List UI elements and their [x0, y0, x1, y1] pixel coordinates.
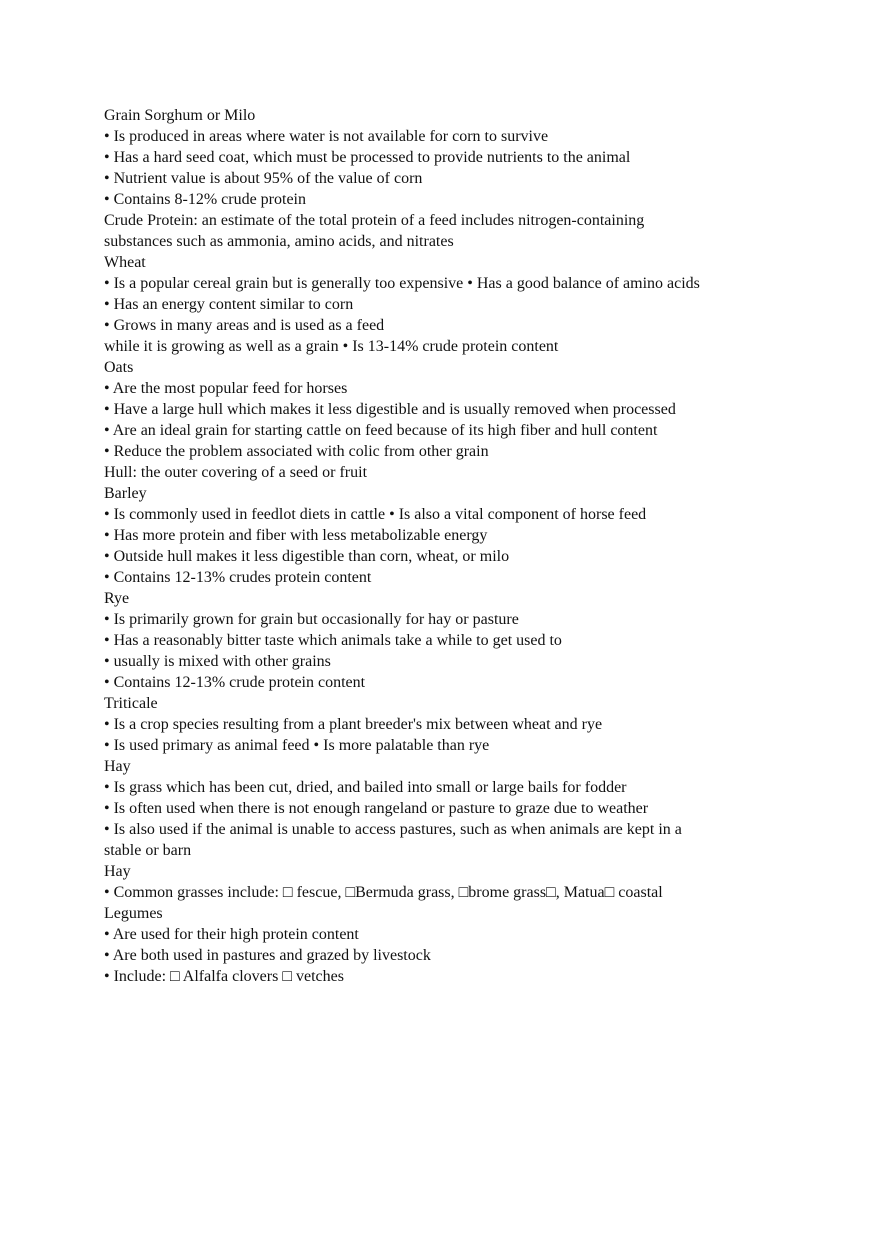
text-line: • Reduce the problem associated with colic from other grain [104, 443, 489, 460]
text-line: • Has an energy content similar to corn [104, 296, 354, 313]
text-line: • Are an ideal grain for starting cattle on feed because of its high fiber and hull content [104, 422, 658, 439]
text-line: while it is growing as well as a grain • Is 13-14% crude protein content [104, 338, 559, 355]
text-line: Hay [104, 863, 131, 880]
text-line: • Include: □ Alfalfa clovers □ vetches [104, 968, 344, 985]
text-line: • Is a popular cereal grain but is generally too expensive • Has a good balance of amino acids [104, 275, 700, 292]
text-line: Oats [104, 359, 134, 376]
text-line: • Contains 8-12% crude protein [104, 191, 306, 208]
text-line: • Is a crop species resulting from a plant breeder's mix between wheat and rye [104, 716, 603, 733]
document-body [104, 105, 864, 987]
text-line: • Is used primary as animal feed • Is more palatable than rye [104, 737, 490, 754]
text-line: • Is commonly used in feedlot diets in cattle • Is also a vital component of horse feed [104, 506, 647, 523]
text-line: Legumes [104, 905, 163, 922]
text-line: • Contains 12-13% crude protein content [104, 674, 366, 691]
text-line: • Outside hull makes it less digestible than corn, wheat, or milo [104, 548, 510, 565]
text-line: • Are both used in pastures and grazed by livestock [104, 947, 431, 964]
text-line: • Grows in many areas and is used as a feed [104, 317, 385, 334]
text-line: • Nutrient value is about 95% of the value of corn [104, 170, 423, 187]
text-line: • usually is mixed with other grains [104, 653, 331, 670]
text-line: Grain Sorghum or Milo [104, 107, 256, 124]
text-line: • Contains 12-13% crudes protein content [104, 569, 372, 586]
text-line: Barley [104, 485, 147, 502]
text-line: Rye [104, 590, 130, 607]
text-line: substances such as ammonia, amino acids, and nitrates [104, 233, 454, 250]
text-line: stable or barn [104, 842, 192, 859]
text-line: Hull: the outer covering of a seed or fruit [104, 464, 368, 481]
text-line: • Is often used when there is not enough rangeland or pasture to graze due to weather [104, 800, 649, 817]
text-line: Hay [104, 758, 131, 775]
text-line: • Has a reasonably bitter taste which animals take a while to get used to [104, 632, 562, 649]
text-line: • Are the most popular feed for horses [104, 380, 348, 397]
text-line: Crude Protein: an estimate of the total protein of a feed includes nitrogen-containing [104, 212, 645, 229]
text-line: • Is also used if the animal is unable to access pastures, such as when animals are kept in a [104, 821, 682, 838]
text-line: • Has more protein and fiber with less metabolizable energy [104, 527, 488, 544]
text-line: • Are used for their high protein content [104, 926, 359, 943]
text-line: • Have a large hull which makes it less digestible and is usually removed when processed [104, 401, 676, 418]
text-line: • Is grass which has been cut, dried, and bailed into small or large bails for fodder [104, 779, 627, 796]
text-line: • Is primarily grown for grain but occasionally for hay or pasture [104, 611, 519, 628]
text-line: • Has a hard seed coat, which must be processed to provide nutrients to the animal [104, 149, 631, 166]
text-line: • Is produced in areas where water is not available for corn to survive [104, 128, 549, 145]
text-line: Triticale [104, 695, 158, 712]
text-line: • Common grasses include: □ fescue, □Bermuda grass, □brome grass□, Matua□ coastal [104, 884, 663, 901]
text-line: Wheat [104, 254, 146, 271]
